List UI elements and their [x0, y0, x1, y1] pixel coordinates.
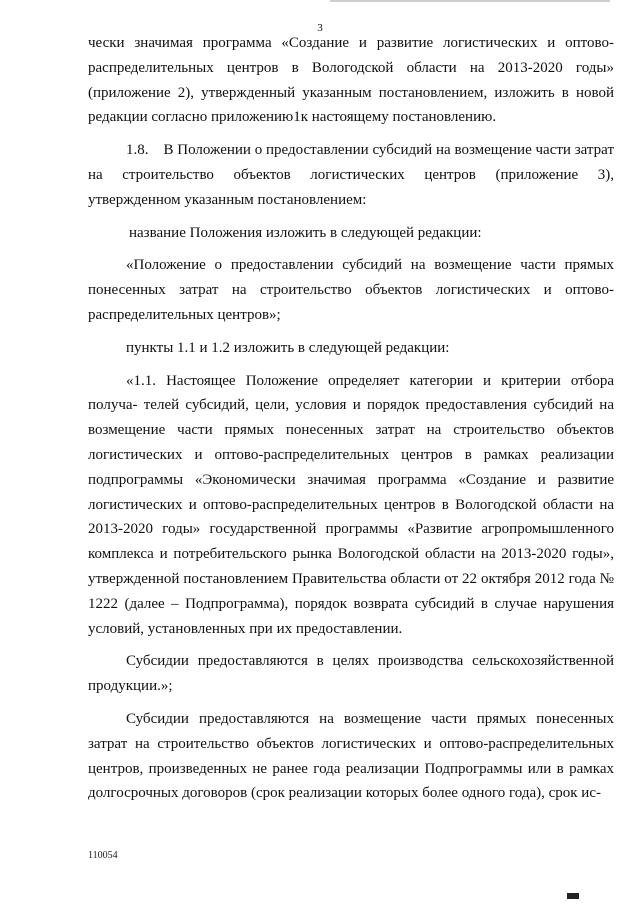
paragraph-points-instruction: пункты 1.1 и 1.2 изложить в следующей редакции: — [126, 339, 450, 356]
paragraph-title-quote: «Положение о предоставлении субсидий на возмещение части прямых понесенных затрат на строительство объектов логистических и оптово-распределительных центров»; — [88, 257, 614, 323]
page-number: 3 — [317, 22, 323, 34]
document-body — [88, 31, 614, 814]
paragraph-subsidy-conditions: Субсидии предоставляются на возмещение части прямых понесенных затрат на строительство объектов логистических и оптово-распределительных центров, произведенных не ранее года реализации Подпрограммы или в рамках долгосрочных договоров (срок реализации которых более одного года), срок ис- — [88, 710, 614, 802]
scan-corner-mark — [567, 893, 579, 899]
paragraph-subsidy-purpose: Субсидии предоставляются в целях производства сельскохозяйственной продукции.»; — [88, 653, 614, 695]
top-scan-mark — [330, 0, 610, 2]
paragraph-item-1-8: 1.8. В Положении о предоставлении субсидий на возмещение части затрат на строительство объектов логистических центров (приложение 3), утвержденном указанным постановлением: — [88, 142, 614, 208]
paragraph-title-instruction: название Положения изложить в следующей редакции: — [129, 224, 482, 241]
paragraph-point-1-1: «1.1. Настоящее Положение определяет категории и критерии отбора получа- телей субсидий, цели, условия и порядок предоставления субсидий на возмещение части прямых понесенных затрат на строительство объектов логистических и оптово-распределительных центров в рамках реализации подпрограммы «Экономически значимая программа «Создание и развитие логистических и оптово-распределительных центров в Вологодской области на 2013-2020 годы» государственной программы «Развитие агропромышленного комплекса и потребительского рынка Вологодской области на 2013-2020 годы», утвержденной постановлением Правительства области от 22 октября 2012 года № 1222 (далее – Подпрограмма), порядок возврата субсидий в случае нарушения условий, установленных при их предоставлении. — [88, 372, 614, 637]
paragraph-continuation: чески значимая программа «Создание и развитие логистических и оптово-распределительных центров в Вологодской области на 2013-2020 годы» (приложение 2), утвержденный указанным постановлением, изложить в новой редакции согласно приложению1к настоящему постановлению. — [88, 35, 614, 126]
document-code: 110054 — [88, 850, 118, 861]
